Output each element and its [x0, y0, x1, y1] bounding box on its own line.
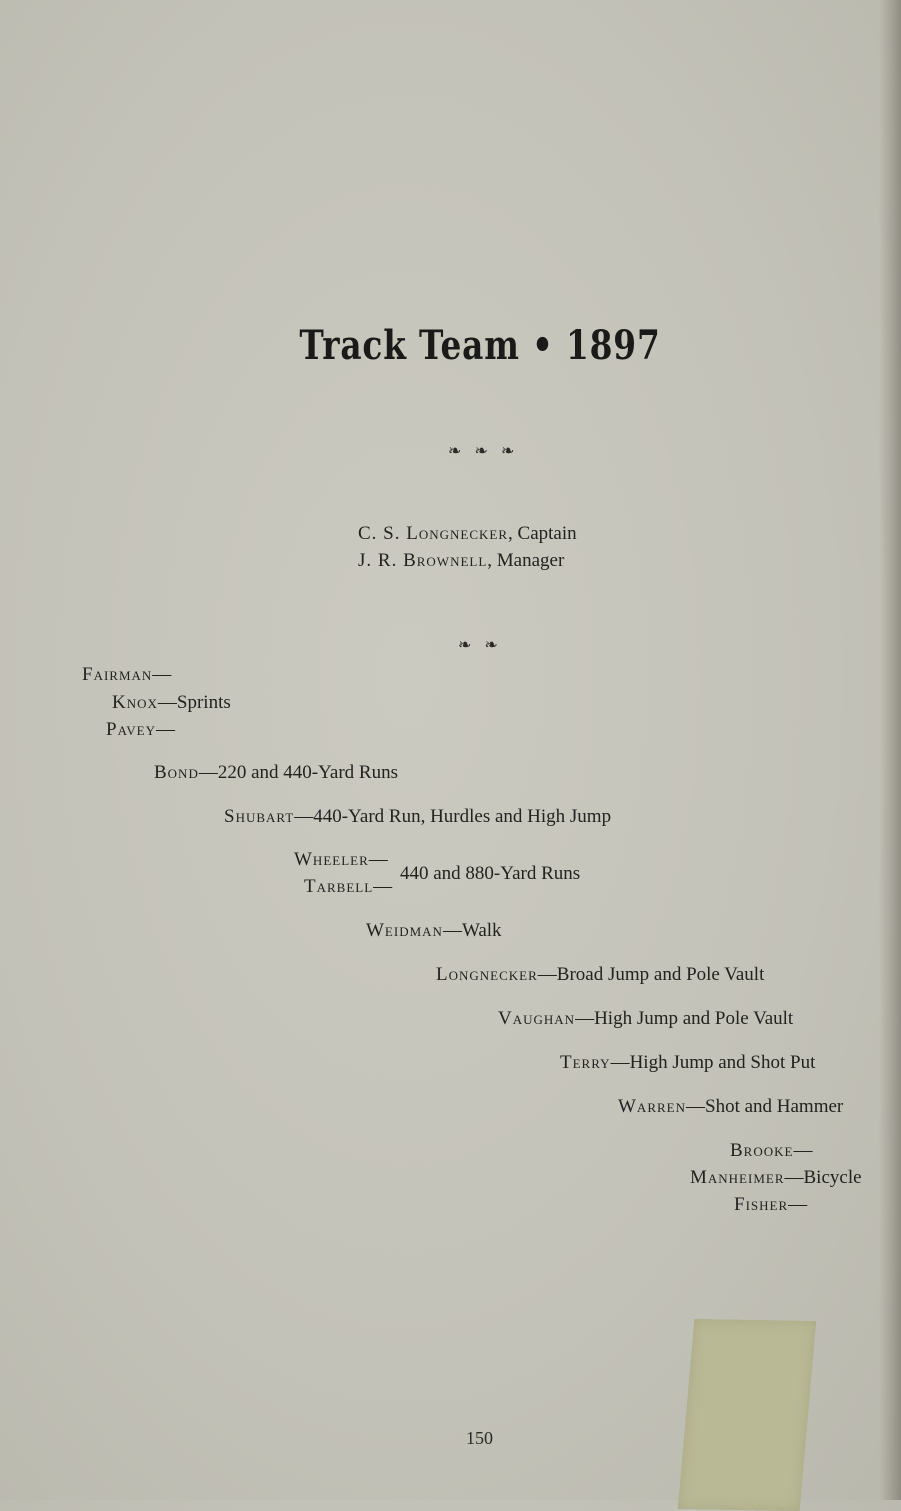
athlete-knox — [112, 692, 231, 714]
athlete-name: Weidman — [366, 920, 443, 941]
athlete-manheimer — [690, 1167, 862, 1189]
athlete-event: —220 and 440-Yard Runs — [198, 762, 399, 783]
athlete-event: —High Jump and Shot Put — [610, 1052, 816, 1073]
athlete-brooke: Brooke— — [730, 1140, 814, 1161]
athlete-shubart — [224, 806, 611, 828]
athlete-event: —Walk — [442, 920, 502, 941]
athlete-event: —High Jump and Pole Vault — [575, 1008, 794, 1029]
athlete-name: Bond — [154, 762, 199, 783]
athlete-warren — [618, 1096, 843, 1118]
officer-role: , Captain — [508, 523, 577, 544]
athlete-name: Terry — [560, 1052, 611, 1073]
athlete-event: —440-Yard Run, Hurdles and High Jump — [294, 806, 612, 827]
officer-name: C. S. Longnecker — [358, 523, 509, 544]
ornament-top-icon: ❧ ❧ ❧ — [448, 441, 519, 460]
tape-strip — [678, 1319, 816, 1511]
athlete-fairman: Fairman— — [82, 664, 173, 685]
athlete-bond — [154, 762, 398, 784]
athlete-tarbell: Tarbell— — [304, 876, 394, 897]
athlete-vaughan — [498, 1008, 793, 1030]
officer-role: , Manager — [487, 550, 565, 571]
page-edge-shadow — [879, 0, 901, 1500]
athlete-wheeler: Wheeler— — [294, 849, 389, 870]
officer-manager — [358, 550, 564, 572]
ornament-mid-icon: ❧ ❧ — [458, 635, 502, 654]
page-number: 150 — [466, 1428, 493, 1448]
athlete-name: Shubart — [224, 806, 295, 827]
athlete-event: —Bicycle — [784, 1167, 862, 1188]
athlete-fisher: Fisher— — [734, 1194, 809, 1215]
officer-name: J. R. Brownell — [358, 550, 488, 571]
athlete-name: Vaughan — [498, 1008, 576, 1029]
athlete-name: Knox — [112, 692, 158, 713]
page-title: Track Team • 1897 — [299, 322, 661, 369]
athlete-weidman — [366, 920, 502, 942]
athlete-name: Longnecker — [436, 964, 538, 985]
athlete-event: —Shot and Hammer — [686, 1096, 844, 1117]
athlete-event: —Broad Jump and Pole Vault — [537, 964, 765, 985]
athlete-pavey: Pavey— — [106, 719, 176, 740]
athlete-longnecker — [436, 964, 764, 986]
athlete-terry — [560, 1052, 815, 1074]
athlete-name: Warren — [618, 1096, 686, 1117]
event-wheeler-tarbell: 440 and 880-Yard Runs — [400, 863, 581, 884]
officer-captain — [358, 523, 577, 545]
athlete-event: —Sprints — [157, 692, 231, 713]
athlete-name: Manheimer — [690, 1167, 785, 1188]
